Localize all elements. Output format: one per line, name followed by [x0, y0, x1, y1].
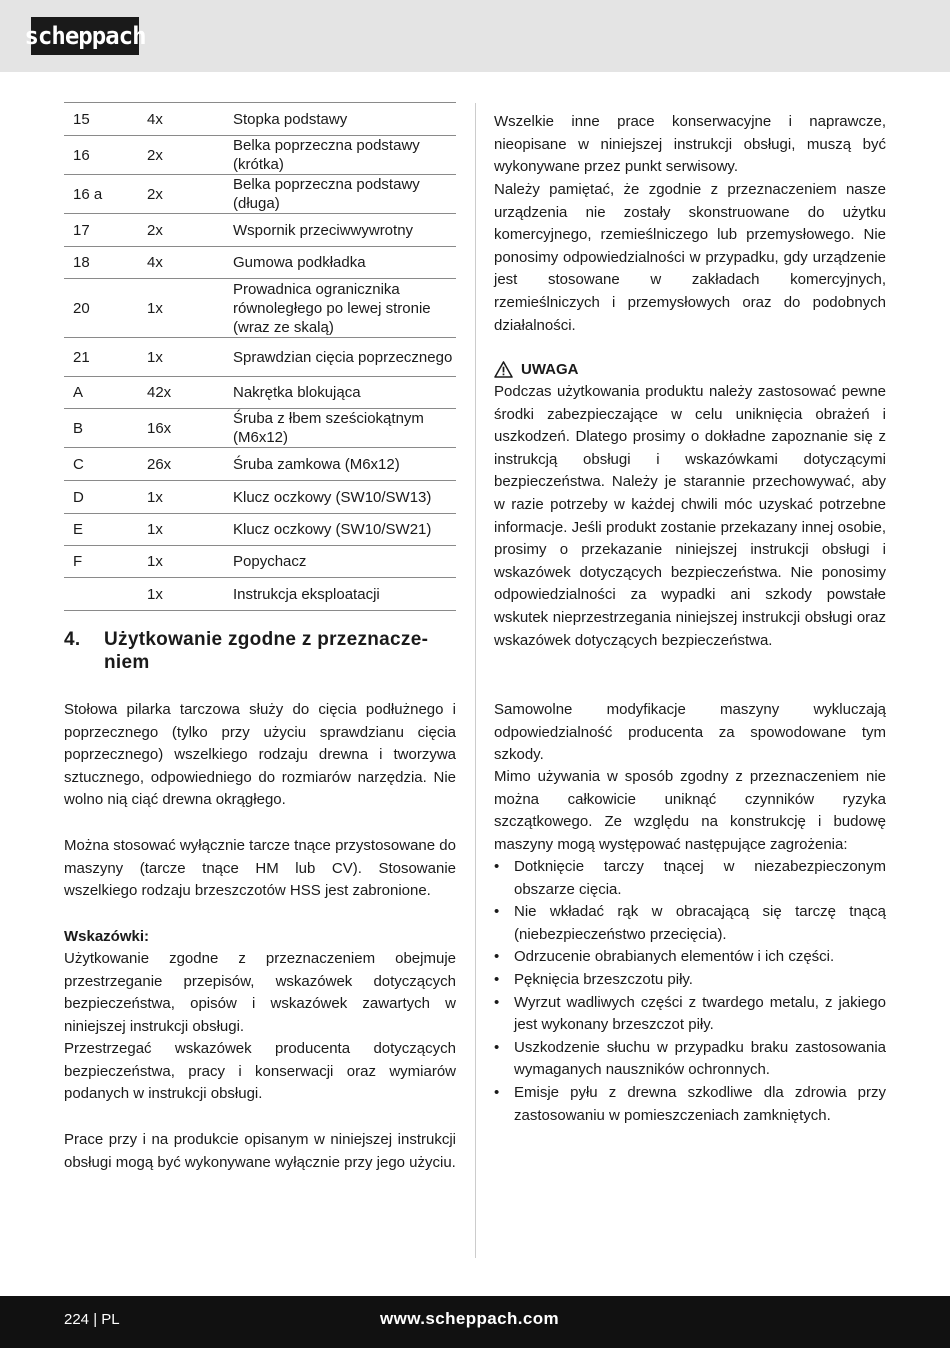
list-item	[494, 1082, 886, 1127]
part-name: Śruba zamkowa (M6x12)	[233, 448, 456, 481]
part-name: Klucz oczkowy (SW10/SW13)	[233, 481, 456, 514]
part-number: D	[64, 481, 147, 514]
part-name: Sprawdzian cięcia poprzecznego	[233, 338, 456, 377]
bullet: •	[494, 903, 500, 921]
part-number: 16 a	[64, 175, 147, 214]
part-quantity: 2x	[147, 136, 233, 175]
part-quantity: 1x	[147, 279, 233, 338]
table-row	[64, 546, 456, 578]
bullet: •	[494, 1083, 500, 1101]
list-item	[494, 901, 886, 946]
part-quantity: 26x	[147, 448, 233, 481]
part-name: Nakrętka blokująca	[233, 377, 456, 409]
section-number: 4.	[64, 629, 81, 650]
part-quantity: 16x	[147, 409, 233, 448]
table-row	[64, 103, 456, 136]
list-item	[494, 969, 886, 992]
part-name: Klucz oczkowy (SW10/SW21)	[233, 514, 456, 546]
hazard-text: Odrzucenie obrabianych elementów i ich części.	[514, 948, 835, 966]
table-row	[64, 409, 456, 448]
modifications-paragraph: Samowolne modyfikacje maszyny wykluczają odpowiedzialność producenta za spowodowane tym szkody.	[494, 701, 886, 764]
intended-use-paragraph: Stołowa pilarka tarczowa służy do cięcia podłużnego i poprzecznego (tylko przy użyciu sprawdzianu cięcia poprzecznego) wszelkiego rodzaju drewna i tworzywa sztucznego, odpowiedniego do rozmiarów narzędzia. Nie wolno nią ciąć drewna okrągłego.	[64, 701, 456, 809]
table-row	[64, 514, 456, 546]
part-quantity: 42x	[147, 377, 233, 409]
part-quantity: 1x	[147, 578, 233, 611]
part-name: Gumowa podkładka	[233, 247, 456, 279]
maintenance-paragraph: Wszelkie inne prace konserwacyjne i naprawcze, nieopisane w niniejszej instrukcji obsługi, muszą być wykonywane przez punkt serwisowy.	[494, 113, 886, 176]
part-number: 18	[64, 247, 147, 279]
part-quantity: 1x	[147, 514, 233, 546]
residual-risk-paragraph: Mimo używania w sposób zgodny z przeznaczeniem nie można całkowicie uniknąć czynników ryzyka szczątkowego. Ze względu na konstrukcję i budowę maszyny mogą występować następujące zagrożenia:	[494, 768, 886, 853]
part-quantity: 1x	[147, 481, 233, 514]
section-heading	[64, 628, 456, 674]
table-row	[64, 279, 456, 338]
bullet: •	[494, 970, 500, 988]
page-number: 224 | PL	[64, 1311, 120, 1328]
part-quantity: 2x	[147, 175, 233, 214]
part-name: Prowadnica ogranicznika równoległego po lewej stronie (wraz ze skalą)	[233, 279, 456, 338]
part-number: F	[64, 546, 147, 578]
part-number: C	[64, 448, 147, 481]
bullet: •	[494, 993, 500, 1011]
part-number: B	[64, 409, 147, 448]
table-row	[64, 175, 456, 214]
hazard-text: Emisje pyłu z drewna szkodliwe dla zdrowia przy zastosowaniu w pomieszczeniach zamkniętych.	[514, 1083, 886, 1124]
notes-paragraph: Użytkowanie zgodne z przeznaczeniem obejmuje przestrzeganie przepisów, wskazówek dotyczących bezpieczeństwa, opisów i wskazówek zawartych w niniejszej instrukcji obsługi.	[64, 950, 456, 1035]
website-link[interactable]: www.scheppach.com	[380, 1309, 560, 1328]
list-item	[494, 946, 886, 969]
section-title-line1: Użytkowanie zgodne z przeznacze-	[104, 629, 429, 650]
table-row	[64, 247, 456, 279]
warning-paragraph: Podczas użytkowania produktu należy zastosować pewne środki zabezpieczające w celu uniknięcia obrażeń i uszkodzeń. Dlatego prosimy o dokładne zapoznanie się z instrukcją obsługi i wskazówkami dotyczącymi bezpieczeństwa. Należy je starannie przechowywać, aby w razie potrzeby w każdej chwili móc uzyskać potrzebne informacje. Jeśli produkt zostanie przekazany innej osobie, prosimy o przekazanie niniejszej instrukcji obsługi i wskazówek dotyczących bezpieczeństwa. Nie ponosimy odpowiedzialności za wypadki ani szkody powstałe wskutek nieprzestrzegania niniejszej instrukcji obsługi oraz wskazówek dotyczących bezpieczeństwa.	[494, 383, 886, 649]
bullet: •	[494, 858, 500, 875]
hazard-text: Nie wkładać rąk w obracającą się tarczę tnącą (niebezpieczeństwo przecięcia).	[514, 903, 886, 943]
table-row	[64, 136, 456, 175]
part-name: Popychacz	[233, 546, 456, 578]
bullet: •	[494, 948, 500, 966]
hazard-list	[494, 856, 886, 1127]
part-name: Belka poprzeczna podstawy (krótka)	[233, 136, 456, 175]
part-name: Instrukcja eksploatacji	[233, 578, 456, 611]
warning-icon	[494, 361, 513, 378]
notes-heading: Wskazówki:	[64, 928, 150, 945]
list-item	[494, 856, 886, 901]
part-quantity: 1x	[147, 546, 233, 578]
part-number: 17	[64, 214, 147, 247]
section-title-line2: niem	[104, 652, 150, 673]
part-quantity: 2x	[147, 214, 233, 247]
blades-paragraph: Można stosować wyłącznie tarcze tnące przystosowane do maszyny (tarcze tnące HM lub CV). Stosowanie wszelkiego rodzaju brzeszczotów HSS jest zabronione.	[64, 837, 456, 900]
table-row	[64, 214, 456, 247]
part-quantity: 4x	[147, 247, 233, 279]
part-number: 16	[64, 136, 147, 175]
hazard-text: Wyrzut wadliwych części z twardego metalu, z jakiego jest wykonany brzeszczot piły.	[514, 993, 886, 1034]
commercial-use-paragraph: Należy pamiętać, że zgodnie z przeznaczeniem nasze urządzenia nie zostały skonstruowane do użytku komercyjnego, rzemieślniczego lub przemysłowego. Nie ponosimy odpowiedzialności w przypadku, gdy urządzenie jest stosowane w zakładach komercyjnych, rzemieślniczych i przemysłowych oraz do podobnych działalności.	[494, 181, 886, 334]
list-item	[494, 1037, 886, 1082]
hazard-text: Uszkodzenie słuchu w przypadku braku zastosowania wymaganych nauszników ochronnych.	[514, 1038, 886, 1079]
part-number	[64, 578, 147, 611]
part-number: E	[64, 514, 147, 546]
part-quantity: 1x	[147, 338, 233, 377]
list-item	[494, 992, 886, 1037]
warning-heading	[494, 360, 579, 379]
part-number: 21	[64, 338, 147, 377]
hazard-text: Dotknięcie tarczy tnącej w niezabezpieczonym obszarze cięcia.	[514, 858, 886, 898]
bullet: •	[494, 1038, 500, 1056]
header-band	[0, 0, 950, 72]
table-row	[64, 481, 456, 514]
table-row	[64, 578, 456, 611]
hazard-text: Pęknięcia brzeszczotu piły.	[514, 970, 693, 988]
part-number: 15	[64, 103, 147, 136]
parts-table	[64, 102, 456, 611]
part-name: Belka poprzeczna podstawy (długa)	[233, 175, 456, 214]
work-paragraph: Prace przy i na produkcie opisanym w niniejszej instrukcji obsługi mogą być wykonywane wyłącznie przy jego użyciu.	[64, 1131, 456, 1171]
part-name: Śruba z łbem sześciokątnym (M6x12)	[233, 409, 456, 448]
scheppach-logo: scheppach	[31, 17, 139, 55]
table-row	[64, 377, 456, 409]
part-name: Stopka podstawy	[233, 103, 456, 136]
manufacturer-paragraph: Przestrzegać wskazówek producenta dotyczących bezpieczeństwa, pracy i konserwacji oraz wymiarów podanych w instrukcji obsługi.	[64, 1040, 456, 1103]
part-number: 20	[64, 279, 147, 338]
table-row	[64, 448, 456, 481]
part-quantity: 4x	[147, 103, 233, 136]
table-row	[64, 338, 456, 377]
warning-title: UWAGA	[521, 361, 579, 378]
column-divider	[475, 103, 476, 1258]
part-number: A	[64, 377, 147, 409]
part-name: Wspornik przeciwwywrotny	[233, 214, 456, 247]
